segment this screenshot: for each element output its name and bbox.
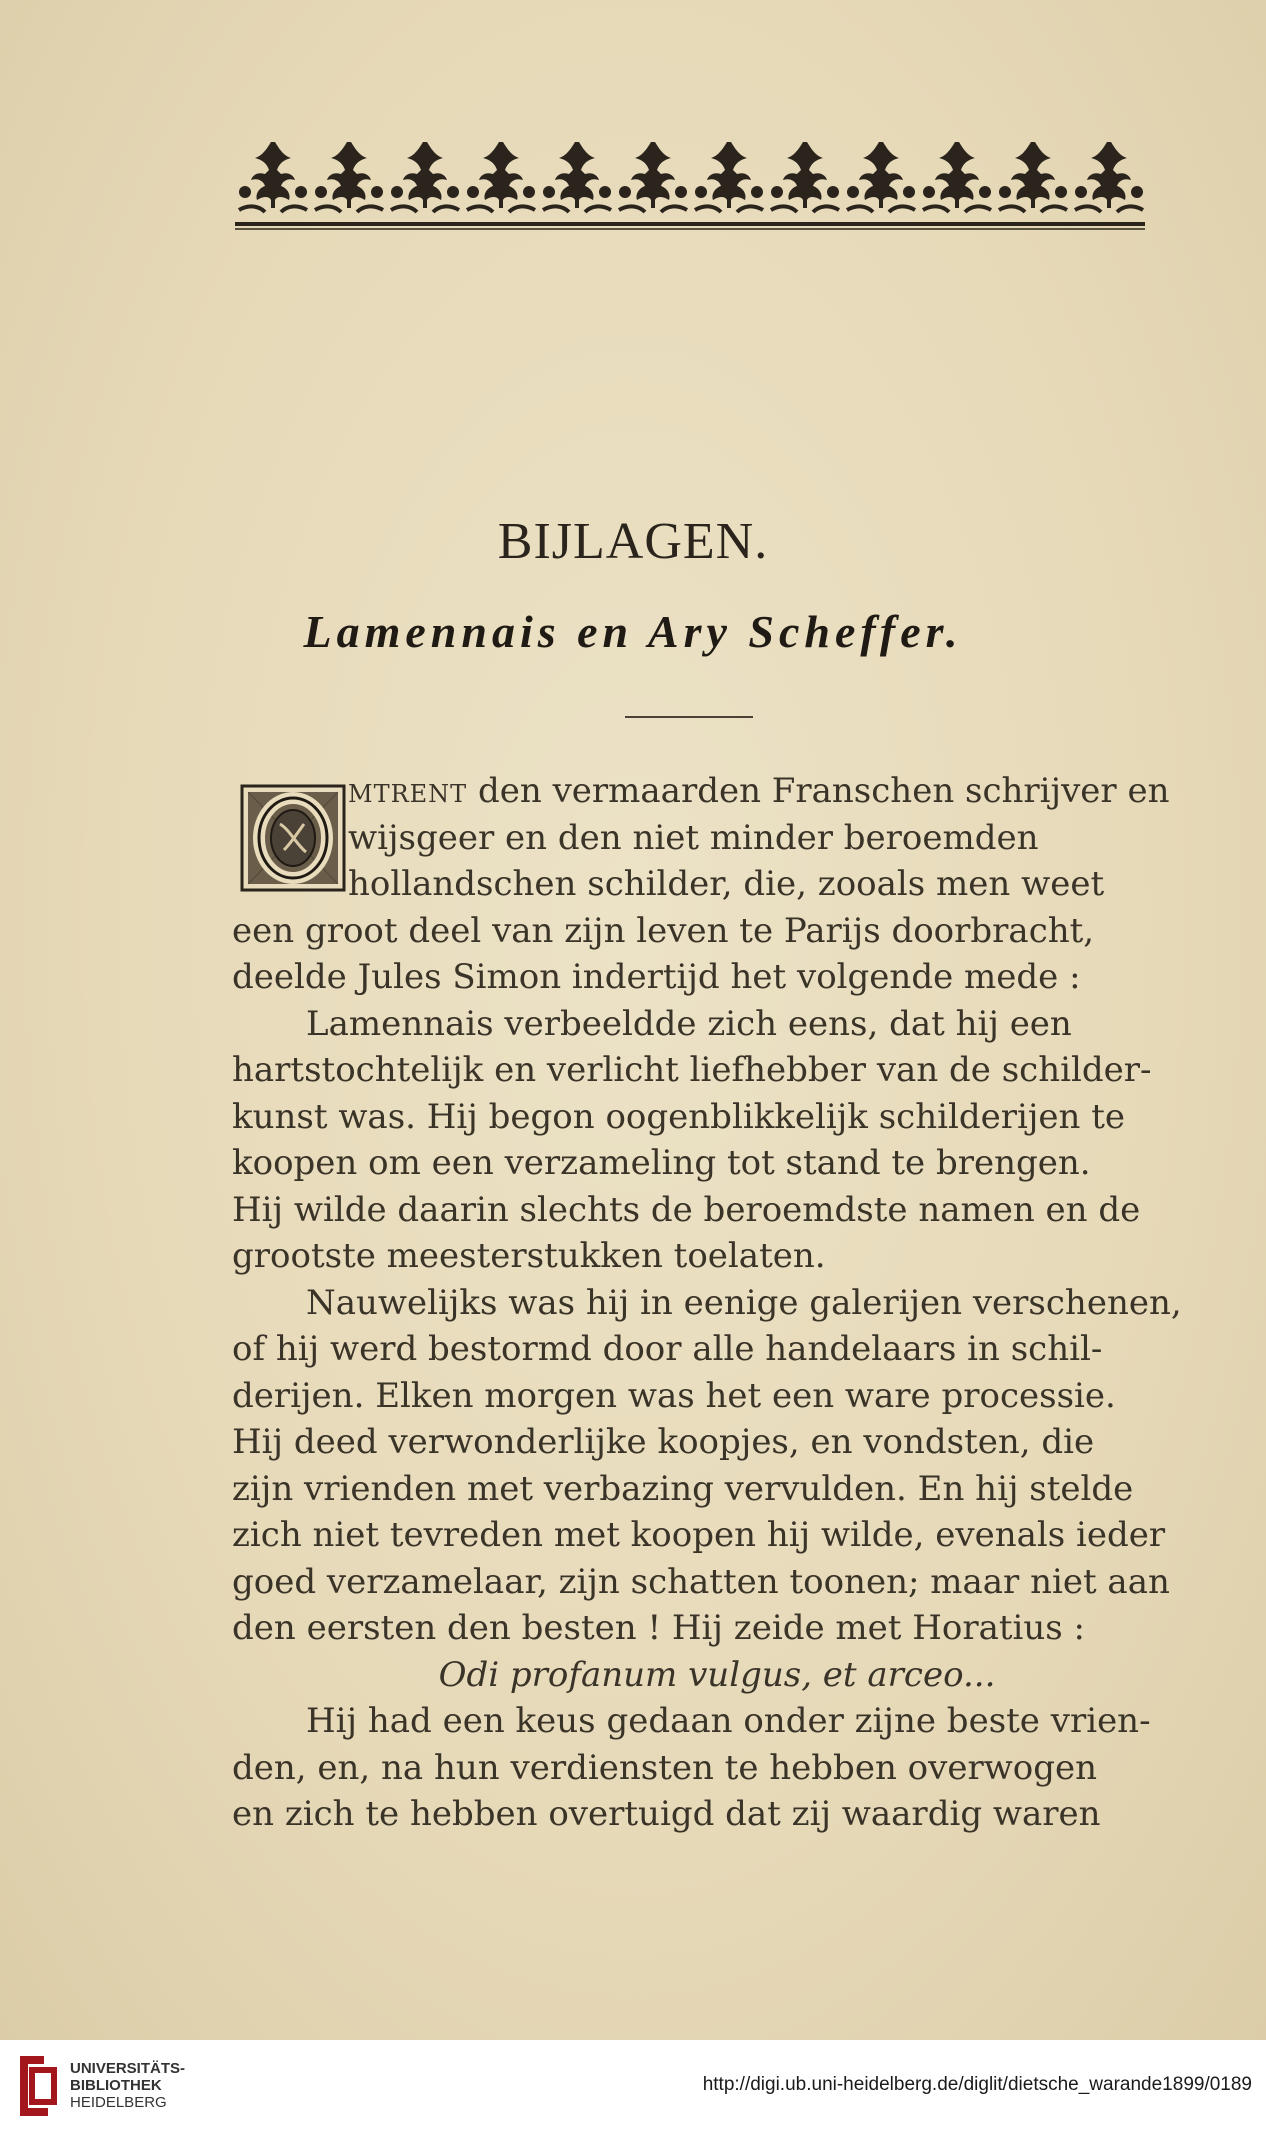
text-line: goed verzamelaar, zijn schatten toonen; maar niet aan: [232, 1561, 1170, 1602]
text-line: den eersten den besten ! Hij zeide met Horatius :: [232, 1608, 1086, 1648]
text-line: deelde Jules Simon indertijd het volgende mede :: [232, 957, 1081, 997]
text-line: Hij wilde daarin slechts de beroemdste namen en de: [232, 1189, 1141, 1230]
text-line: een groot deel van zijn leven te Parijs doorbracht,: [232, 910, 1095, 951]
text-line: Hij deed verwonderlijke koopjes, en vondsten, die: [232, 1422, 1095, 1462]
decorative-header-ornament: [235, 128, 1145, 248]
page-title: BIJLAGEN.: [497, 513, 769, 570]
text-line: wijsgeer en den niet minder beroemden: [348, 817, 1039, 858]
text-line: Lamennais verbeeldde zich eens, dat hij een: [306, 1003, 1072, 1044]
text-line-rest: den vermaarden Franschen schrijver en: [467, 771, 1170, 811]
text-line: den, en, na hun verdiensten te hebben overwogen: [232, 1747, 1098, 1788]
text-line: hollandschen schilder, die, zooals men weet: [348, 864, 1105, 904]
library-name-line: HEIDELBERG: [70, 2094, 167, 2111]
source-url-link[interactable]: http://digi.ub.uni-heidelberg.de/diglit/dietsche_warande1899/0189: [702, 2074, 1252, 2095]
text-line: zijn vrienden met verbazing vervulden. En hij stelde: [232, 1468, 1134, 1509]
text-line: Nauwelijks was hij in eenige galerijen verschenen,: [306, 1282, 1182, 1323]
library-name-line: BIBLIOTHEK: [70, 2077, 162, 2094]
text-line: hartstochtelijk en verlicht liefhebber van de schilder-: [232, 1050, 1152, 1090]
text-line: of hij werd bestormd door alle handelaars in schil-: [232, 1329, 1103, 1369]
library-name-line: UNIVERSITÄTS-: [70, 2060, 186, 2077]
text-line: zich niet tevreden met koopen hij wilde, evenals ieder: [232, 1515, 1166, 1555]
university-library-logo-icon[interactable]: [14, 2052, 60, 2118]
latin-quote: Odi profanum vulgus, et arceo...: [438, 1654, 996, 1695]
text-line: grootste meesterstukken toelaten.: [232, 1236, 826, 1276]
title-divider: [625, 716, 753, 718]
section-subtitle: Lamennais en Ary Scheffer.: [303, 606, 963, 657]
text-line: koopen om een verzameling tot stand te brengen.: [232, 1143, 1091, 1183]
text-line-start: mtrent: [348, 771, 468, 811]
body-text: [232, 768, 1182, 1838]
library-name: [70, 2060, 185, 2111]
text-line: derijen. Elken morgen was het een ware processie.: [232, 1375, 1116, 1416]
text-line: kunst was. Hij begon oogenblikkelijk schilderijen te: [232, 1096, 1126, 1137]
text-line: en zich te hebben overtuigd dat zij waardig waren: [232, 1794, 1101, 1834]
text-line: Hij had een keus gedaan onder zijne beste vrien-: [306, 1701, 1151, 1741]
text-line: [232, 768, 1170, 815]
